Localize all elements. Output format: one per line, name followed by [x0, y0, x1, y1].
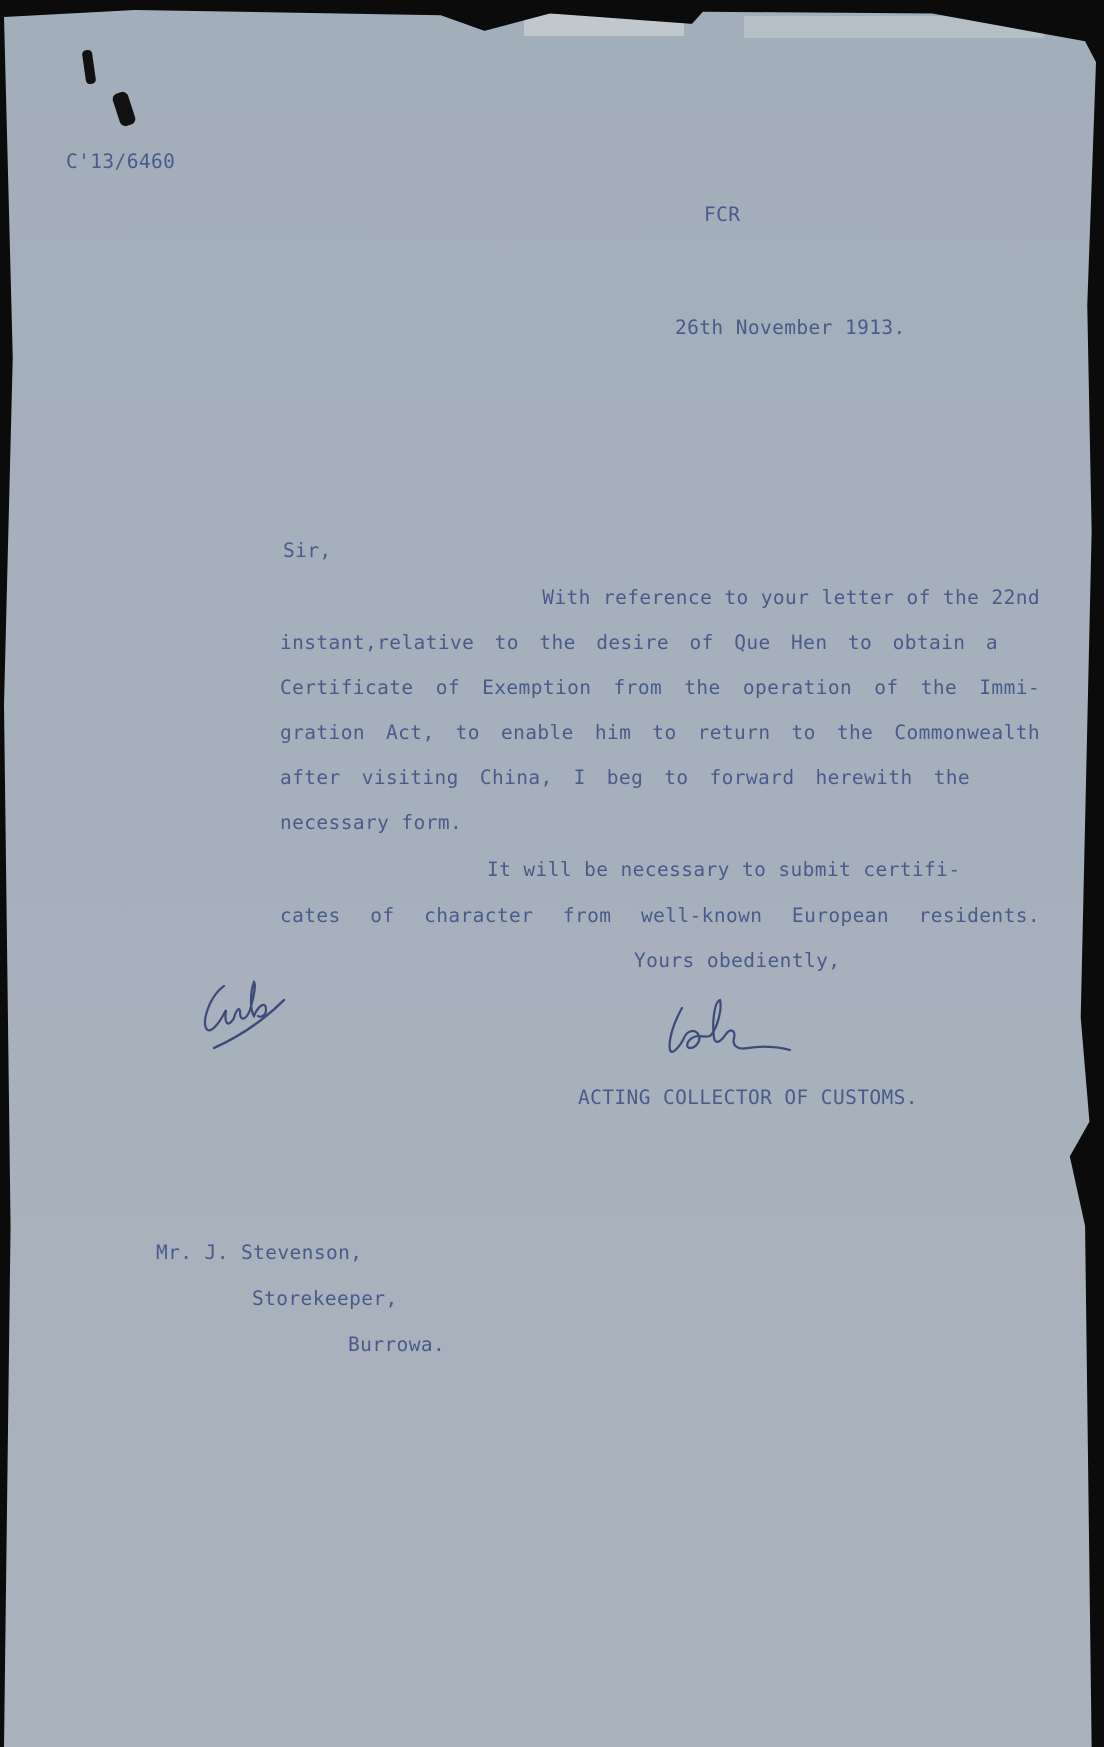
addressee-name: Mr. J. Stevenson, — [156, 1241, 363, 1264]
body-line: instant,relative to the desire of Que Hen to obtain a — [280, 631, 998, 654]
body-line: necessary form. — [280, 811, 463, 834]
signature — [656, 988, 796, 1068]
addressee-place: Burrowa. — [348, 1333, 446, 1356]
office-mark: FCR — [704, 203, 741, 226]
salutation: Sir, — [283, 539, 332, 562]
addressee-occupation: Storekeeper, — [252, 1287, 398, 1310]
body-line: It will be necessary to submit certifi- — [487, 858, 961, 881]
body-line: With reference to your letter of the 22nd — [542, 586, 1040, 609]
closing: Yours obediently, — [634, 949, 841, 972]
signatory-title: ACTING COLLECTOR OF CUSTOMS. — [578, 1086, 918, 1109]
body-line: cates of character from well-known European residents. — [280, 904, 1040, 927]
body-line: Certificate of Exemption from the operation of the Immi- — [280, 676, 1040, 699]
body-line: gration Act, to enable him to return to the Commonwealth — [280, 721, 1040, 744]
letter-date: 26th November 1913. — [675, 316, 906, 339]
body-line: after visiting China, I beg to forward herewith the — [280, 766, 970, 789]
paper-tear-strip — [744, 16, 1044, 38]
handwritten-initials — [196, 966, 296, 1056]
paper-tear-strip — [524, 14, 684, 36]
reference-number: C'13/6460 — [66, 150, 176, 173]
